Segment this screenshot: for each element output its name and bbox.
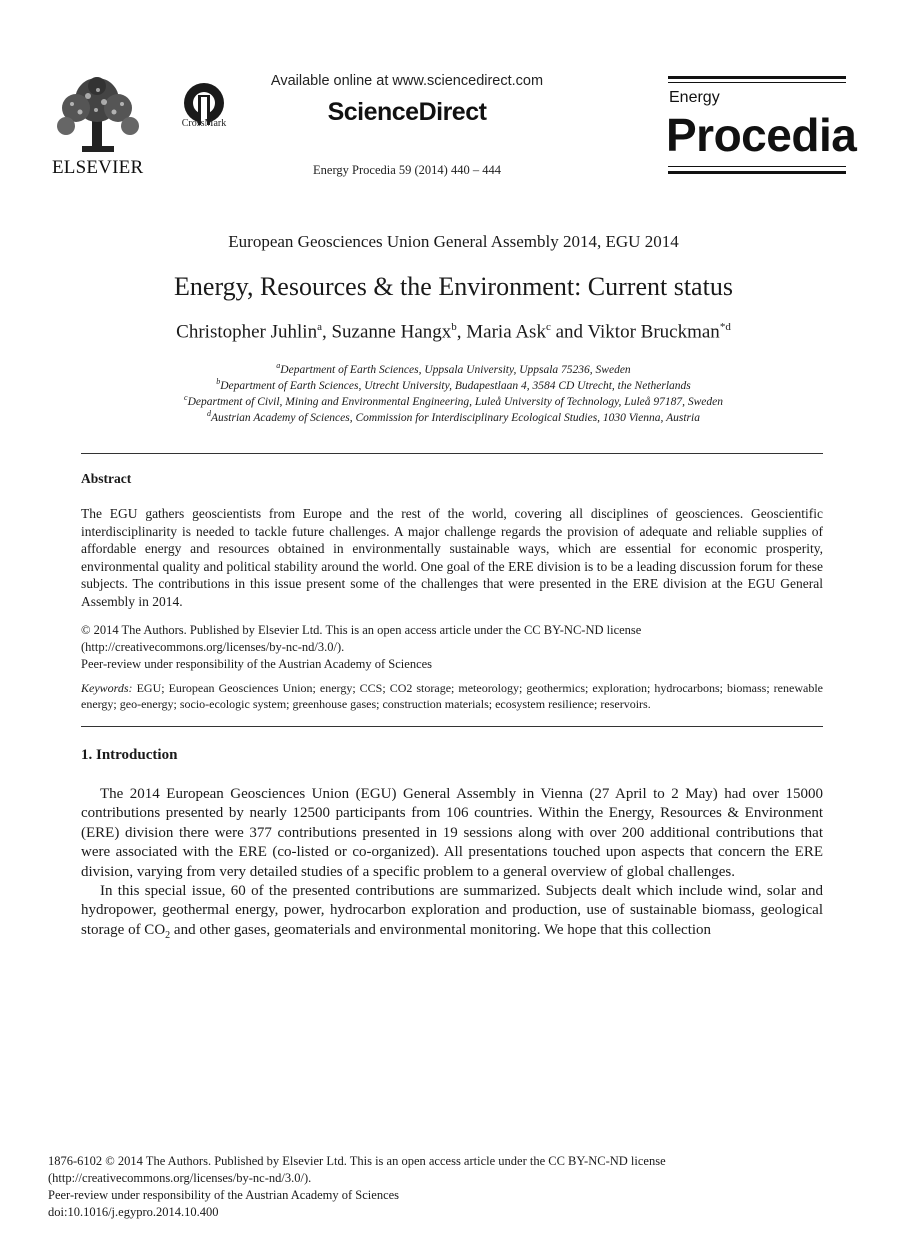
- journal-logo-rule-top-thin: [668, 82, 846, 83]
- publisher-name: ELSEVIER: [52, 157, 144, 178]
- author-affil-mark: c: [545, 321, 551, 333]
- paragraph-text: and other gases, geomaterials and environmental monitoring. We hope that this collection: [170, 921, 712, 938]
- affiliation-text: Department of Earth Sciences, Uppsala University, Uppsala 75236, Sweden: [280, 363, 631, 376]
- elsevier-tree-logo: [52, 76, 144, 158]
- copyright-notice: © 2014 The Authors. Published by Elsevier Ltd. This is an open access article under the CC BY-NC-ND license: [81, 623, 642, 637]
- author-affil-mark: *d: [719, 321, 731, 333]
- paragraph-text: In this special issue, 60 of the presented contributions are summarized. Subjects dealt which include wind, solar and hydropower, geothermal energy, power, hydrocarbon exploration and production, use of sustainable biomass, geological storage of CO: [81, 883, 823, 938]
- divider: [81, 453, 823, 454]
- paragraph: The 2014 European Geosciences Union (EGU) General Assembly in Vienna (27 April to 2 May) had over 15000 contributions presented by nearly 12500 participants from 106 countries. Within the Energy, Resources & Environment (ERE) division there were 377 contributions presented in 19 sessions along with over 200 additional contributions that were associated with the ERE (co-listed or co-organized). All presentations touched upon aspects that concern the ERE division, varying from very detailed studies of a specific problem to a general overview of global challenges.: [81, 786, 823, 880]
- crossmark-label: CrossMark: [181, 118, 227, 129]
- abstract-heading: Abstract: [81, 471, 132, 486]
- journal-logo-rule-bottom: [668, 171, 846, 174]
- affiliation: [60, 407, 847, 425]
- section-body: [81, 785, 823, 945]
- author-name: Maria Ask: [466, 321, 546, 343]
- journal-citation: Energy Procedia 59 (2014) 440 – 444: [313, 163, 501, 177]
- sciencedirect-logo[interactable]: ScienceDirect: [327, 98, 487, 126]
- footer-copyright: 1876-6102 © 2014 The Authors. Published by Elsevier Ltd. This is an open access article under the CC BY-NC-ND license: [48, 1154, 666, 1168]
- journal-logo-rule-bottom-thin: [668, 166, 846, 167]
- conference-name: European Geosciences Union General Assembly 2014, EGU 2014: [228, 232, 679, 251]
- keywords-label: Keywords:: [81, 681, 133, 695]
- author-separator: and: [550, 321, 588, 343]
- author-name: Christopher Juhlin: [176, 321, 318, 343]
- paper-title: Energy, Resources & the Environment: Current status: [174, 272, 733, 301]
- author-separator: ,: [456, 321, 467, 343]
- author-affil-mark: b: [451, 321, 457, 333]
- author-name: Suzanne Hangx: [331, 321, 452, 343]
- affiliation-text: Department of Civil, Mining and Environmental Engineering, Luleå University of Technology, Luleå 97187, Sweden: [187, 395, 723, 408]
- license-link[interactable]: (http://creativecommons.org/licenses/by-nc-nd/3.0/).: [81, 640, 345, 654]
- section-heading: 1. Introduction: [81, 747, 178, 763]
- journal-logo-energy: Energy: [669, 89, 720, 106]
- affiliation-text: Austrian Academy of Sciences, Commission for Interdisciplinary Ecological Studies, 1030 Vienna, Austria: [211, 411, 700, 424]
- affiliation-mark: c: [184, 393, 188, 402]
- affiliation-mark: a: [276, 361, 281, 370]
- author-name: Viktor Bruckman: [587, 321, 720, 343]
- subscript: 2: [165, 929, 171, 941]
- footer-license-link[interactable]: (http://creativecommons.org/licenses/by-nc-nd/3.0/).: [48, 1171, 312, 1185]
- affiliation-text: Department of Earth Sciences, Utrecht University, Budapestlaan 4, 3584 CD Utrecht, the Netherlands: [220, 379, 691, 392]
- footer-doi[interactable]: doi:10.1016/j.egypro.2014.10.400: [48, 1205, 219, 1219]
- divider: [81, 726, 823, 727]
- affiliation-mark: b: [216, 377, 221, 386]
- journal-logo-procedia: Procedia: [666, 109, 857, 161]
- footer-peer-review: Peer-review under responsibility of the Austrian Academy of Sciences: [48, 1188, 400, 1202]
- peer-review-note: Peer-review under responsibility of the Austrian Academy of Sciences: [81, 657, 433, 671]
- footer-notes: [48, 1153, 868, 1221]
- keywords: [81, 680, 823, 712]
- abstract-text: The EGU gathers geoscientists from Europe and the rest of the world, covering all disciplines of geosciences. Geoscientific interdisciplinarity is needed to tackle future challenges. A major challenge regards the provision of adequate and reliable supplies of affordable energy and resources obtained in environmentally sustainable ways, which are essential for economic prosperity, environmental quality and political stability around the world. One goal of the ERE division is to be a leading discussion forum for these subjects. The contributions in this issue present some of the challenges that were presented in the ERE division at the EGU General Assembly in 2014.: [81, 506, 823, 609]
- keywords-list: EGU; European Geosciences Union; energy; CCS; CO2 storage; meteorology; geothermics; exploration; hydrocarbons; biomass; renewable energy; geo-energy; socio-ecologic system; greenhouse gases; construction materials; ecosystem resilience; reservoirs.: [81, 681, 823, 711]
- journal-logo-rule-top: [668, 76, 846, 79]
- author-list: [60, 321, 847, 343]
- affiliation-mark: d: [207, 409, 212, 418]
- available-online-text[interactable]: Available online at www.sciencedirect.com: [270, 73, 544, 89]
- paragraph: [81, 882, 823, 945]
- author-affil-mark: a: [317, 321, 322, 333]
- author-separator: ,: [321, 321, 332, 343]
